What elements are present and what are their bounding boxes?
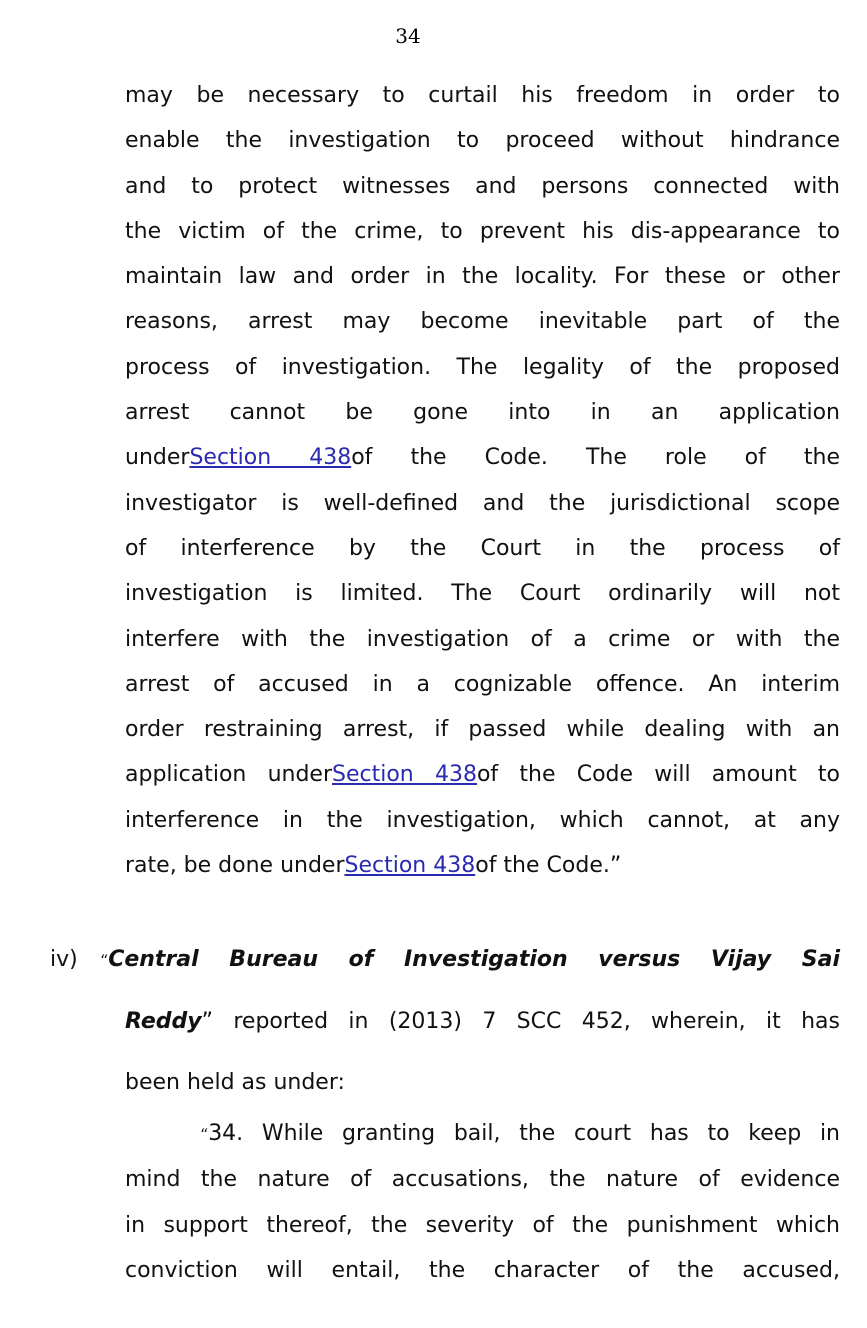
text-fragment: application under xyxy=(125,762,333,788)
text-line: conviction will entail, the character of the accused, xyxy=(125,1257,840,1283)
text-line: been held as under: xyxy=(125,1070,345,1095)
case-name: Central Bureau of Investigation versus Vijay Sai xyxy=(108,947,840,972)
text-line: may be necessary to curtail his freedom in order to xyxy=(125,83,840,108)
list-marker: iv) xyxy=(50,947,78,972)
text-line: and to protect witnesses and persons connected with xyxy=(125,173,840,199)
text-line: interfere with the investigation of a crime or with the xyxy=(125,626,840,652)
text-line: reasons, arrest may become inevitable part of the xyxy=(125,309,840,335)
open-quote: “ xyxy=(100,951,109,970)
text-line: maintain law and order in the locality. For these or other xyxy=(125,264,840,290)
quoted-judgment-continuation xyxy=(125,73,840,888)
text-line: of interference by the Court in the process of xyxy=(125,535,840,561)
text-fragment: 34. While granting bail, the court has to keep in xyxy=(208,1121,840,1146)
text-fragment: of the Code will amount to xyxy=(476,762,840,788)
case-name-continued: Reddy xyxy=(125,1009,202,1034)
text-line xyxy=(125,435,840,480)
text-line: enable the investigation to proceed without hindrance xyxy=(125,128,840,154)
text-fragment: of the Code.” xyxy=(475,853,622,879)
text-line: in support thereof, the severity of the punishment which xyxy=(125,1212,840,1238)
open-quote: “ xyxy=(200,1125,209,1144)
section-438-link[interactable]: Section 438 xyxy=(344,853,476,879)
section-438-link[interactable]: Section 438 xyxy=(189,445,352,471)
text-line xyxy=(125,1111,840,1157)
text-line: the victim of the crime, to prevent his dis-appearance to xyxy=(125,218,840,244)
text-fragment: under xyxy=(125,445,190,471)
text-line: investigation is limited. The Court ordinarily will not xyxy=(125,581,840,607)
text-line xyxy=(125,991,840,1052)
citation-text: ” reported in (2013) 7 SCC 452, wherein, it has xyxy=(201,1009,840,1034)
text-line: process of investigation. The legality of the proposed xyxy=(125,354,840,380)
text-fragment: rate, be done under xyxy=(125,853,345,879)
quoted-judgment-paragraph-34 xyxy=(125,1111,840,1293)
text-line: order restraining arrest, if passed while dealing with an xyxy=(125,717,840,743)
text-line: arrest of accused in a cognizable offence. An interim xyxy=(125,671,840,697)
text-line xyxy=(125,843,840,888)
text-line: arrest cannot be gone into in an application xyxy=(125,400,840,426)
list-item-content xyxy=(100,929,840,1113)
section-438-link[interactable]: Section 438 xyxy=(332,762,477,788)
list-item-iv xyxy=(50,929,840,1113)
text-line xyxy=(125,752,840,797)
text-line: mind the nature of accusations, the nature of evidence xyxy=(125,1167,840,1193)
text-line: investigator is well-defined and the jurisdictional scope xyxy=(125,490,840,516)
text-fragment: of the Code. The role of the xyxy=(351,445,840,471)
text-line xyxy=(100,929,840,991)
page-number: 34 xyxy=(395,24,421,48)
text-line: interference in the investigation, which cannot, at any xyxy=(125,807,840,833)
